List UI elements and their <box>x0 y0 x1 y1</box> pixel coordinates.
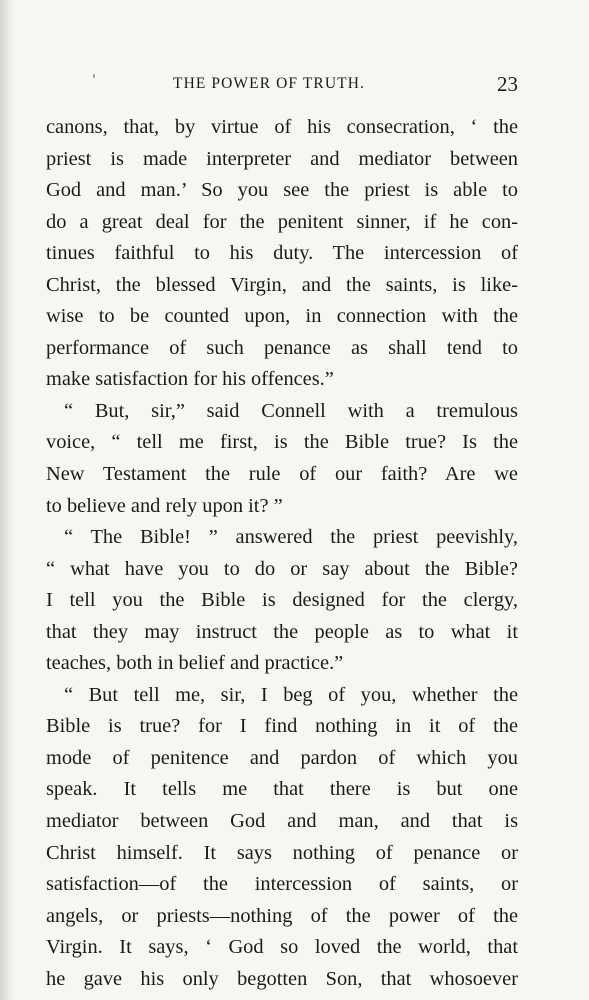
text-line: angels, or priests—nothing of the power of the <box>46 904 518 927</box>
text-line: mode of penitence and pardon of which you <box>46 746 518 769</box>
text-line: Christ himself. It says nothing of penance or <box>46 841 518 864</box>
text-line: mediator between God and man, and that is <box>46 810 518 833</box>
text-line: satisfaction—of the intercession of saints, or <box>46 873 518 896</box>
body-text <box>46 112 518 995</box>
text-line: performance of such penance as shall tend to <box>46 336 518 359</box>
running-title: THE POWER OF TRUTH. <box>173 75 365 92</box>
page-gutter-shadow <box>0 0 14 1000</box>
text-line: speak. It tells me that there is but one <box>46 778 518 801</box>
text-line: “ The Bible! ” answered the priest peevishly, <box>64 526 518 549</box>
text-line: do a great deal for the penitent sinner, if he con- <box>46 210 518 233</box>
text-line: to believe and rely upon it? ” <box>46 494 283 517</box>
text-line: Christ, the blessed Virgin, and the saints, is like- <box>46 273 518 296</box>
text-line: “ But tell me, sir, I beg of you, whether the <box>64 683 518 706</box>
text-line: teaches, both in belief and practice.” <box>46 652 344 675</box>
text-line: he gave his only begotten Son, that whosoever <box>46 967 518 990</box>
page-number: 23 <box>497 72 518 96</box>
text-line: God and man.’ So you see the priest is able to <box>46 179 518 202</box>
text-line: voice, “ tell me first, is the Bible true? Is the <box>46 431 518 454</box>
text-line: “ But, sir,” said Connell with a tremulous <box>64 399 518 422</box>
text-line: “ what have you to do or say about the Bible? <box>46 557 518 580</box>
text-line: tinues faithful to his duty. The intercession of <box>46 242 518 265</box>
text-line: that they may instruct the people as to what it <box>46 620 518 643</box>
text-line: Virgin. It says, ‘ God so loved the world, that <box>46 936 518 959</box>
text-line: priest is made interpreter and mediator between <box>46 147 518 170</box>
text-line: canons, that, by virtue of his consecration, ‘ the <box>46 116 518 138</box>
text-line: make satisfaction for his offences.” <box>46 368 334 391</box>
running-head <box>46 72 518 98</box>
text-line: I tell you the Bible is designed for the clergy, <box>46 589 518 612</box>
text-line: New Testament the rule of our faith? Are we <box>46 463 518 486</box>
text-line: wise to be counted upon, in connection with the <box>46 305 518 328</box>
text-line: Bible is true? for I find nothing in it of the <box>46 715 518 738</box>
